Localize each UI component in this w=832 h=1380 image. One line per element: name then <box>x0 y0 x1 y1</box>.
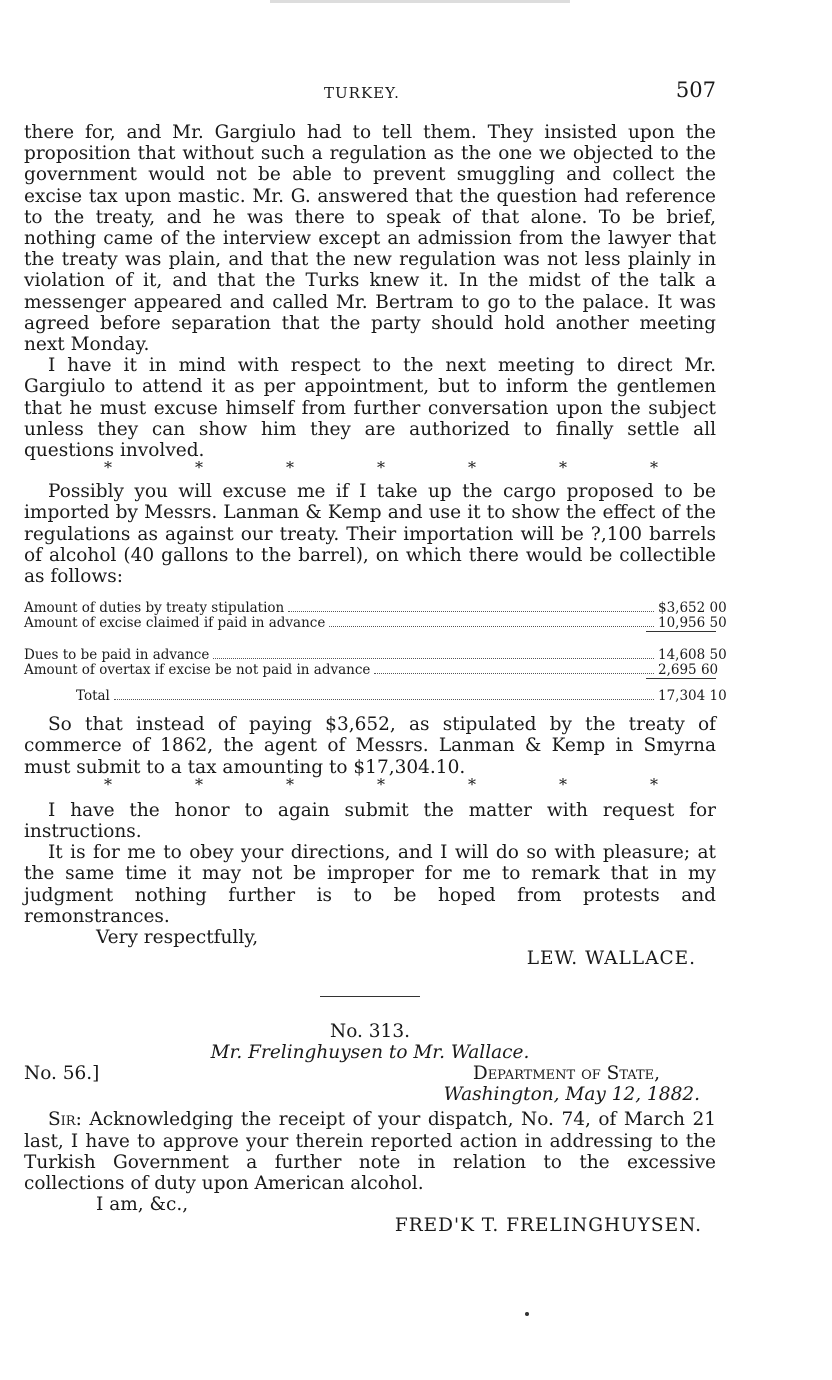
running-head: TURKEY. <box>324 84 400 102</box>
page-body <box>24 122 727 1237</box>
table-row-total: Total 17,304 10 <box>76 688 727 705</box>
paragraph-1: there for, and Mr. Gargiulo had to tell them. They insisted upon the proposition that without such a regulation as the one we objected to the government would not be able to prevent smuggling and collect the excise tax upon mastic. Mr. G. answered that the question had reference to the treaty, and he was there to speak of that alone. To be brief, nothing came of the interview except an admission from the lawyer that the treaty was plain, and that the new regulation was not less plainly in violation of it, and that the Turks knew it. In the midst of the talk a messenger appeared and called Mr. Bertram to go to the palace. It was agreed before separation that the party should hold another meeting next Monday. <box>24 122 716 356</box>
paragraph-6: It is for me to obey your directions, and I will do so with pleasure; at the same time it may not be improper for me to remark that in my judgment nothing further is to be hoped from protests and remonstrances. <box>24 842 716 927</box>
section-break-stars: * * * * * * * <box>104 458 658 478</box>
department: Department of State, <box>472 1062 660 1084</box>
closing: Very respectfully, <box>96 927 259 949</box>
reference-number: No. 56.] <box>24 1062 100 1084</box>
table-row: Amount of overtax if excise be not paid in advance 2,695 60 <box>24 662 719 679</box>
final-signature: FRED'K T. FRELINGHUYSEN. <box>394 1215 702 1237</box>
signoff: I am, &c., <box>96 1194 189 1216</box>
table-row: Dues to be paid in advance 14,608 50 <box>24 647 727 664</box>
signature: LEW. WALLACE. <box>526 948 696 970</box>
dateline <box>24 1063 716 1084</box>
scan-edge-mark <box>270 0 570 3</box>
duty-table <box>24 600 727 705</box>
page-number: 507 <box>675 78 716 102</box>
document-title: Mr. Frelinghuysen to Mr. Wallace. <box>210 1041 530 1063</box>
document-number: No. 313. <box>330 1020 410 1042</box>
paragraph-4: So that instead of paying $3,652, as stipulated by the treaty of commerce of 1862, the agent of Messrs. Lanman & Kemp in Smyrna must submit to a tax amounting to $17,304.10. <box>24 714 716 778</box>
page-header <box>24 78 716 108</box>
paragraph-3: Possibly you will excuse me if I take up the cargo proposed to be imported by Messrs. Lanman & Kemp and use it to show the effect of the regulations as against our treaty. Their importation will be ?,100 barrels of alcohol (40 gallons to the barrel), on which there would be collectible as follows: <box>24 481 716 588</box>
salutation: Sir: <box>48 1109 82 1131</box>
divider <box>320 996 420 997</box>
date: Washington, May 12, 1882. <box>443 1084 700 1106</box>
paragraph-2: I have it in mind with respect to the next meeting to direct Mr. Gargiulo to attend it as per appointment, but to inform the gentlemen that he must excuse himself from further conversation upon the subject unless they can show him they are authorized to finally settle all questions involved. <box>24 355 716 462</box>
letter-text: Acknowledging the receipt of your dispatch, No. 74, of March 21 last, I have to approve your therein reported action in addressing to the Turkish Government a further note in relation to the excessive collections of duty upon American alcohol. <box>24 1109 716 1194</box>
table-row: Amount of excise claimed if paid in advance 10,956 50 <box>24 615 727 632</box>
table-row: Amount of duties by treaty stipulation $3,652 00 <box>24 600 727 617</box>
ink-speck <box>525 1312 529 1316</box>
letter-body <box>24 1109 716 1194</box>
section-break-stars: * * * * * * * <box>104 774 658 794</box>
paragraph-5: I have the honor to again submit the matter with request for instructions. <box>24 799 716 843</box>
